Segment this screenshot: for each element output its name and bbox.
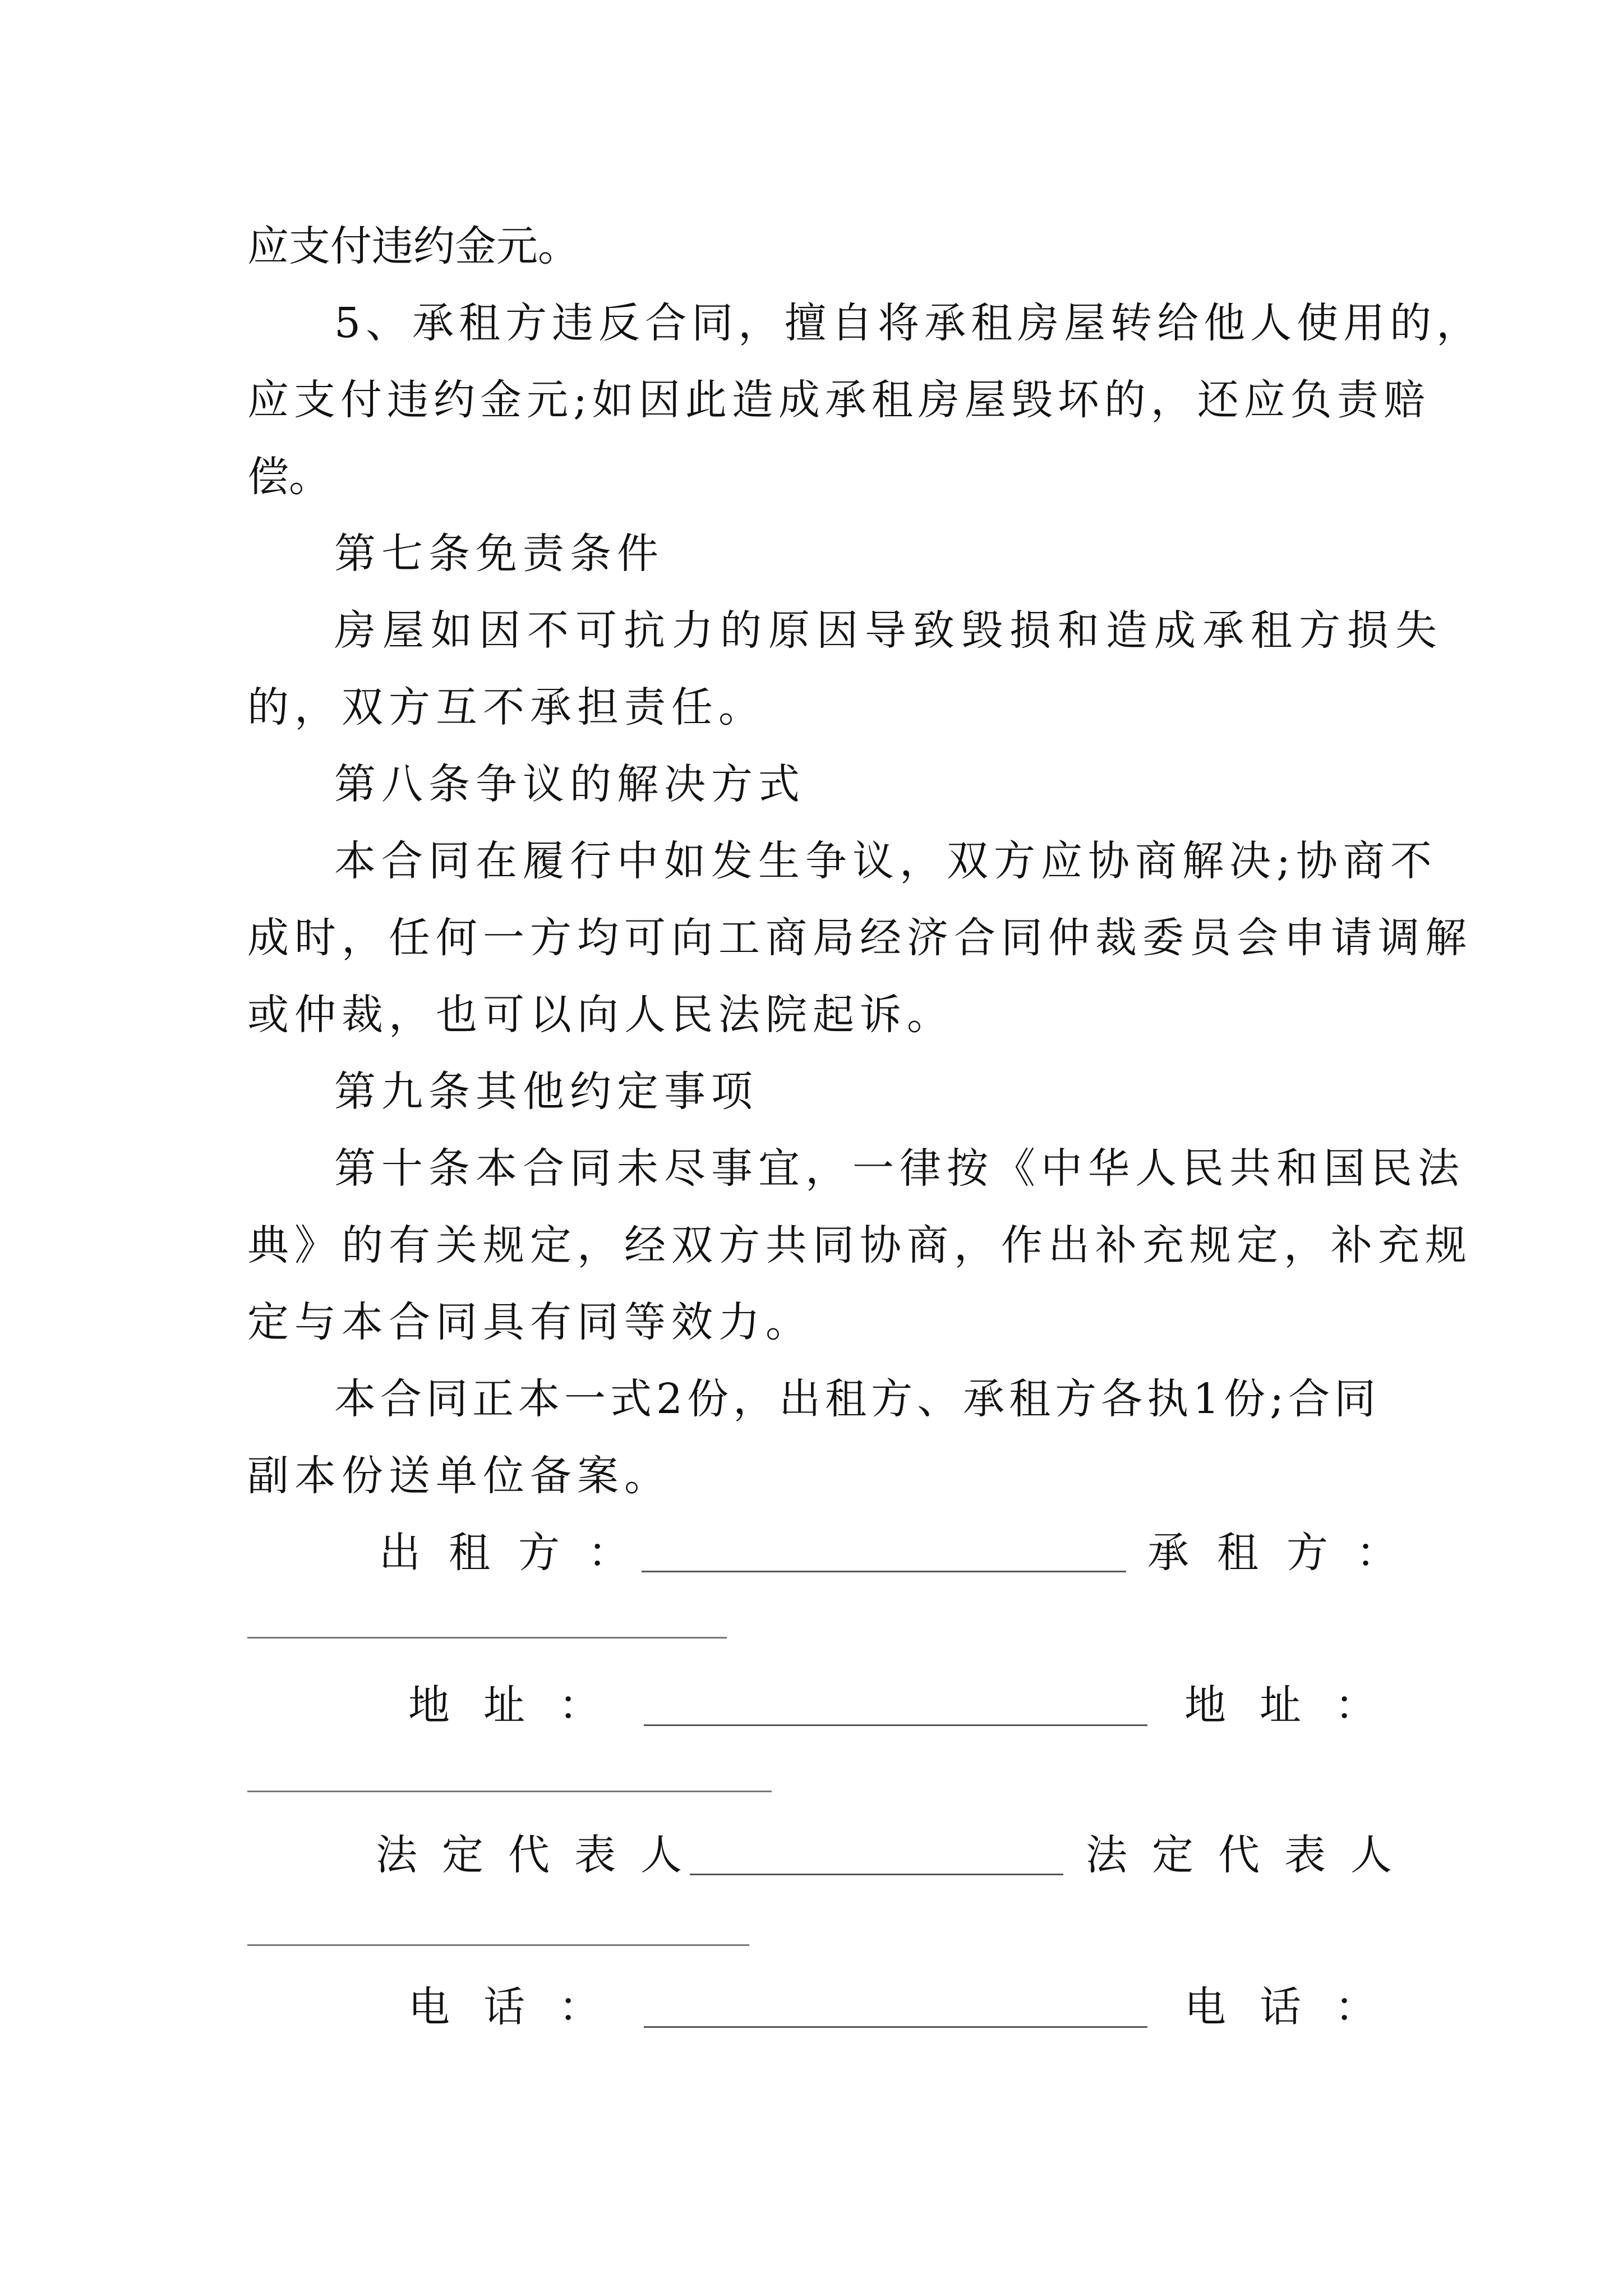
phone-right-label: 电话： [1184, 1983, 1410, 2031]
body-line: 的，双方互不承担责任。 [247, 683, 766, 731]
body-line: 成时，任何一方均可向工商局经济合同仲裁委员会申请调解 [247, 914, 1472, 962]
rep-left-line [690, 1874, 1063, 1875]
address-right-line [247, 1791, 772, 1792]
body-line: 应支付违约金元;如因此造成承租房屋毁坏的，还应负责赔 [247, 376, 1430, 424]
address-left-label: 地址： [408, 1681, 634, 1729]
body-line: 本合同正本一式2份，出租方、承租方各执1份;合同 [334, 1375, 1381, 1423]
body-line: 定与本合同具有同等效力。 [247, 1298, 813, 1346]
rep-left-label: 法定代表人 [376, 1831, 707, 1879]
phone-left-line [644, 2026, 1147, 2028]
rep-right-line [247, 1944, 749, 1946]
rep-right-label: 法定代表人 [1086, 1831, 1417, 1879]
address-left-line [644, 1724, 1147, 1726]
body-line: 典》的有关规定，经双方共同协商，作出补充规定，补充规 [247, 1221, 1472, 1269]
lessor-signature-line [642, 1571, 1126, 1572]
body-line: 副本份送单位备案。 [247, 1452, 671, 1500]
body-line: 第十条本合同未尽事宜，一律按《中华人民共和国民法 [334, 1144, 1465, 1193]
body-line: 偿。 [247, 453, 330, 501]
lessor-label: 出租方： [379, 1529, 657, 1577]
body-line: 5、承租方违反合同，擅自将承租房屋转给他人使用的， [334, 299, 1483, 347]
body-line: 或仲裁，也可以向人民法院起诉。 [247, 991, 954, 1039]
address-right-label: 地址： [1184, 1681, 1410, 1729]
section-heading: 第八条争议的解决方式 [334, 760, 805, 808]
body-line: 本合同在履行中如发生争议，双方应协商解决;协商不 [334, 837, 1437, 885]
body-line: 应支付违约金元。 [247, 222, 579, 270]
phone-left-label: 电话： [408, 1983, 634, 2031]
body-line: 房屋如因不可抗力的原因导致毁损和造成承租方损失 [334, 606, 1444, 655]
lessee-signature-line [247, 1637, 727, 1639]
section-heading: 第九条其他约定事项 [334, 1068, 758, 1116]
lessee-label: 承租方： [1147, 1529, 1426, 1577]
section-heading: 第七条免责条件 [334, 530, 664, 578]
